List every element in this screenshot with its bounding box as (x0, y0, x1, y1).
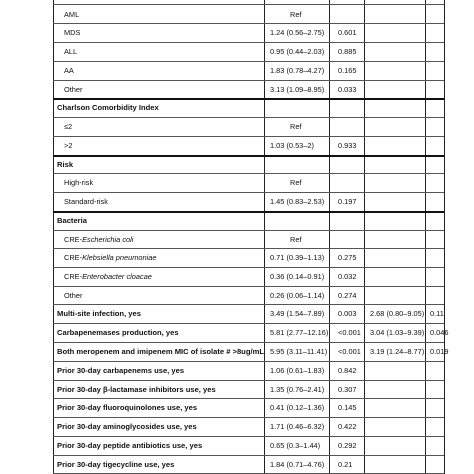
row-rule (53, 342, 444, 343)
row-rule (53, 267, 444, 268)
row-label (64, 85, 82, 94)
p-value-cell: 0.275 (338, 253, 357, 262)
p-value-cell: <0.001 (338, 328, 361, 337)
row-label (64, 66, 74, 75)
row-rule (53, 323, 444, 324)
row-heading (57, 422, 197, 431)
estimate-cell: 0.26 (0.06–1.14) (270, 290, 325, 300)
p-value-cell: 0.165 (338, 66, 357, 75)
p-value-cell: 0.274 (338, 290, 357, 300)
p-value-cell: 0.197 (338, 197, 357, 206)
row-rule (53, 61, 444, 62)
row-heading (57, 216, 87, 225)
estimate-cell: Ref (290, 122, 302, 131)
row-rule (53, 80, 444, 81)
row-heading (57, 385, 216, 394)
p-value-cell: 0.885 (338, 47, 357, 56)
row-label-text: Bacteria (57, 216, 87, 225)
row-label-text: Other (64, 290, 83, 300)
estimate-cell: Ref (290, 234, 302, 244)
row-rule (53, 42, 444, 43)
row-rule (53, 117, 444, 118)
estimate-cell: 3.04 (1.03–9.39) (370, 328, 425, 337)
row-rule (53, 361, 444, 362)
estimate-cell: 1.45 (0.83–2.53) (270, 197, 325, 206)
row-label-text: Prior 30-day β-lactamase inhibitors use, yes (57, 384, 216, 394)
p-value-cell: 0.145 (338, 403, 357, 412)
estimate-cell: 1.83 (0.78–4.27) (270, 66, 325, 75)
p-value-cell: 0.842 (338, 366, 357, 375)
estimate-cell: 1.24 (0.56–2.75) (270, 28, 325, 37)
row-label-text: MDS (64, 28, 81, 37)
row-label-text: >2 (64, 141, 73, 150)
estimate-cell: 5.81 (2.77–12.16) (270, 328, 329, 337)
estimate-cell: 0.36 (0.14–0.91) (270, 272, 325, 281)
estimate-cell: 0.41 (0.12–1.36) (270, 403, 325, 412)
organism-name: Escherichia coli (82, 234, 134, 244)
row-label (64, 253, 156, 262)
row-label (64, 178, 93, 187)
row-label (64, 122, 72, 131)
row-rule (53, 417, 444, 418)
estimate-cell: 1.03 (0.53–2) (270, 141, 314, 150)
p-value-cell: 0.046 (430, 328, 449, 337)
row-rule (53, 230, 444, 231)
row-label-text: Charlson Comorbidity Index (57, 103, 159, 112)
row-label (64, 272, 152, 281)
estimate-cell: 1.84 (0.71–4.76) (270, 460, 325, 469)
row-heading (57, 309, 141, 318)
p-value-cell: 0.003 (338, 309, 357, 318)
estimate-cell: Ref (290, 9, 302, 19)
organism-name: Enterobacter cloacae (82, 272, 152, 281)
row-rule (53, 155, 444, 157)
estimate-cell: 1.35 (0.76–2.41) (270, 384, 325, 394)
row-label (64, 141, 72, 150)
column-rule (329, 0, 330, 474)
row-rule (53, 4, 444, 5)
row-rule (53, 136, 444, 137)
row-label-text: ALL (64, 47, 78, 56)
p-value-cell: 0.422 (338, 422, 357, 431)
p-value-cell: 0.21 (338, 460, 353, 469)
p-value-cell: 0.933 (338, 141, 357, 150)
estimate-cell: 0.95 (0.44–2.03) (270, 47, 325, 56)
row-label-text: Other (64, 84, 83, 94)
estimate-cell: 3.19 (1.24–8.77) (370, 347, 425, 356)
row-label (64, 28, 80, 37)
row-rule (53, 286, 444, 287)
estimate-cell: Ref (290, 178, 302, 187)
row-rule (53, 304, 444, 305)
estimate-cell: 0.65 (0.3–1.44) (270, 441, 321, 450)
row-rule (53, 248, 444, 249)
p-value-cell: 0.019 (430, 347, 449, 356)
row-rule (53, 98, 444, 100)
row-label-text: Prior 30-day tigecycline use, yes (57, 460, 175, 469)
estimate-cell: 0.71 (0.39–1.13) (270, 253, 325, 262)
row-label-text: Carbapenemases production, yes (57, 328, 179, 337)
row-heading (57, 403, 197, 412)
row-rule (53, 455, 444, 456)
row-heading (57, 103, 159, 112)
row-rule (53, 436, 444, 437)
row-rule (53, 23, 444, 24)
row-label-text: AML (64, 9, 80, 19)
p-value-cell: 0.033 (338, 84, 357, 94)
p-value-cell: 0.11 (430, 309, 444, 318)
p-value-cell: <0.001 (338, 347, 361, 356)
row-label-text: Prior 30-day carbapenems use, yes (57, 366, 185, 375)
estimate-cell: 3.49 (1.54–7.89) (270, 309, 325, 318)
row-heading (57, 460, 174, 469)
row-label-text: Multi-site infection, yes (57, 309, 141, 318)
p-value-cell: 0.307 (338, 384, 357, 394)
row-label-text: AA (64, 66, 74, 75)
row-rule (53, 380, 444, 381)
row-label (64, 47, 77, 56)
row-heading (57, 366, 184, 375)
row-label-text: Prior 30-day aminoglycosides use, yes (57, 422, 197, 431)
row-label (64, 10, 79, 19)
estimate-cell: 1.06 (0.61–1.83) (270, 366, 325, 375)
estimate-cell: 2.68 (0.80–9.05) (370, 309, 425, 318)
row-rule (53, 211, 444, 213)
row-heading (57, 441, 202, 450)
row-label-text: CRE- (64, 272, 83, 281)
column-rule (53, 0, 54, 474)
column-rule (264, 0, 265, 474)
row-heading (57, 347, 264, 356)
p-value-cell: 0.601 (338, 28, 357, 37)
row-label (64, 197, 108, 206)
row-label (64, 235, 133, 244)
row-heading (57, 328, 179, 337)
column-rule (364, 0, 365, 474)
p-value-cell: 0.032 (338, 272, 357, 281)
row-label-text: ≤2 (64, 122, 73, 131)
estimate-cell: 5.95 (3.11–11.41) (270, 347, 328, 356)
estimate-cell: 1.71 (0.46–6.32) (270, 422, 325, 431)
column-rule (444, 0, 445, 474)
p-value-cell: 0.292 (338, 441, 357, 450)
row-rule (53, 192, 444, 193)
row-label-text: CRE- (64, 253, 83, 262)
row-label-text: Prior 30-day peptide antibiotics use, yes (57, 441, 203, 450)
row-label (64, 291, 82, 300)
row-label-text: CRE- (64, 234, 83, 244)
row-label-text: High-risk (64, 178, 94, 187)
row-label-text: Risk (57, 159, 74, 169)
row-label-text: Prior 30-day fluoroquinolones use, yes (57, 403, 198, 412)
row-rule (53, 173, 444, 174)
row-label-text: Standard-risk (64, 197, 108, 206)
column-rule (425, 0, 426, 474)
estimate-cell: 3.13 (1.09–8.95) (270, 84, 325, 94)
row-label-text: Both meropenem and imipenem MIC of isolate # >8ug/mL (57, 347, 264, 356)
organism-name: Klebsiella pneumoniae (82, 253, 157, 262)
row-heading (57, 160, 73, 169)
row-rule (53, 398, 444, 399)
